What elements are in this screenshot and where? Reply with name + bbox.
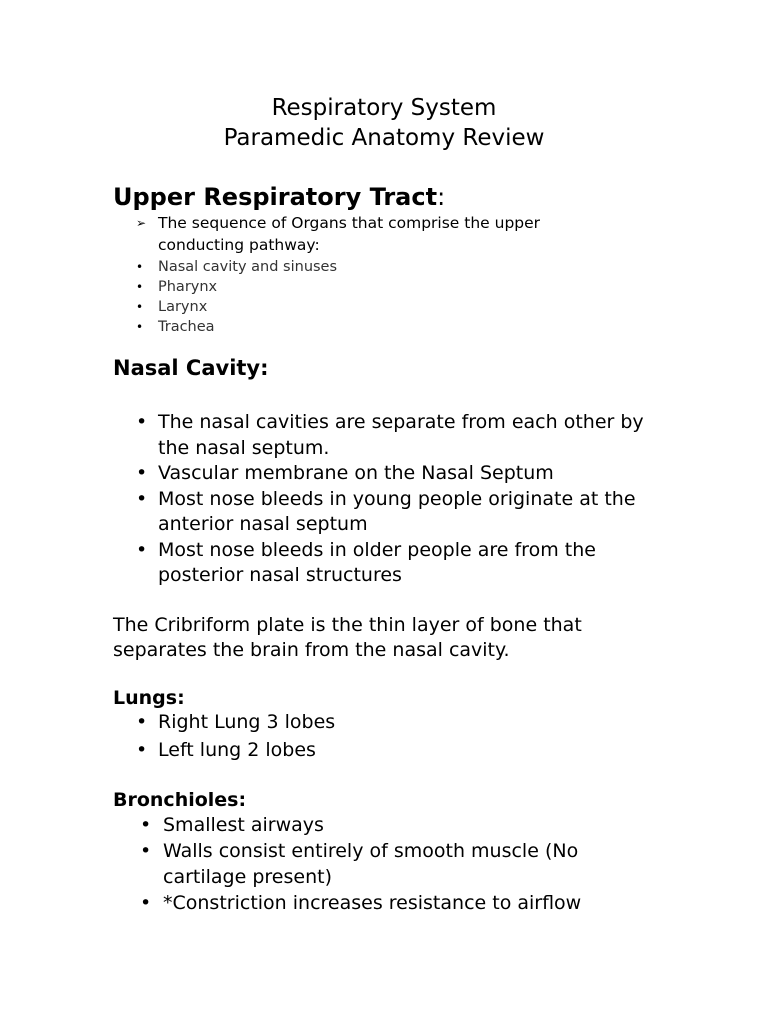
list-item [136,317,337,337]
upper-tract-intro-text: The sequence of Organs that comprise the upper conducting pathway: [158,214,541,254]
upper-tract-heading-text: Upper Respiratory Tract [113,183,438,211]
bullet-icon: • [140,840,152,862]
list-item [136,709,656,737]
bullet-icon: • [136,538,148,561]
bullet-icon: • [136,487,148,510]
list-item-text: Vascular membrane on the Nasal Septum [158,462,554,484]
bullet-icon: • [136,411,148,433]
list-item [136,410,656,461]
bullet-icon: • [136,320,144,334]
list-item [140,812,660,838]
upper-tract-heading-colon: : [437,183,446,211]
list-item-text: Pharynx [158,279,218,295]
bronchioles-list [140,812,660,916]
list-item-text: Trachea [158,319,215,335]
nasal-cavity-heading: Nasal Cavity: [113,356,269,380]
list-item [136,538,656,589]
upper-tract-organ-list [136,257,337,337]
list-item-text: Smallest airways [163,814,324,836]
upper-tract-heading [113,181,445,213]
list-item-text: Most nose bleeds in young people originate at the anterior nasal septum [158,487,636,535]
list-item-text: *Constriction increases resistance to airflow [163,892,582,914]
list-item [136,297,337,317]
bullet-icon: • [136,711,148,733]
bullet-icon: • [136,280,144,294]
document-title: Respiratory System [271,95,497,121]
bullet-icon: • [136,738,148,761]
list-item-text: Walls consist entirely of smooth muscle (No cartilage present) [163,840,579,888]
bullet-icon: • [140,892,152,914]
list-item [136,461,656,487]
list-item [136,257,337,277]
list-item [136,277,337,297]
cribriform-paragraph: The Cribriform plate is the thin layer of bone that separates the brain from the nasal cavity. [113,614,582,661]
list-item-text: Nasal cavity and sinuses [158,259,338,275]
list-item-text: The nasal cavities are separate from each other by the nasal septum. [158,411,644,459]
bullet-icon: • [136,300,144,314]
upper-tract-intro-item [136,212,606,256]
list-item [136,737,656,765]
bullet-icon: • [140,814,152,836]
nasal-cavity-list [136,410,656,589]
bullet-icon: • [136,462,148,484]
list-item-text: Larynx [158,299,208,315]
list-item-text: Left lung 2 lobes [158,738,316,761]
bronchioles-heading: Bronchioles: [113,789,247,811]
list-item [136,487,656,538]
lungs-heading: Lungs: [113,687,185,709]
lungs-list [136,709,656,764]
list-item [140,890,660,916]
arrow-bullet-icon: ➢ [136,216,147,230]
document-subtitle: Paramedic Anatomy Review [223,125,545,151]
list-item-text: Most nose bleeds in older people are from the posterior nasal structures [158,538,596,586]
list-item [140,838,660,890]
list-item-text: Right Lung 3 lobes [158,711,336,733]
bullet-icon: • [136,260,144,274]
